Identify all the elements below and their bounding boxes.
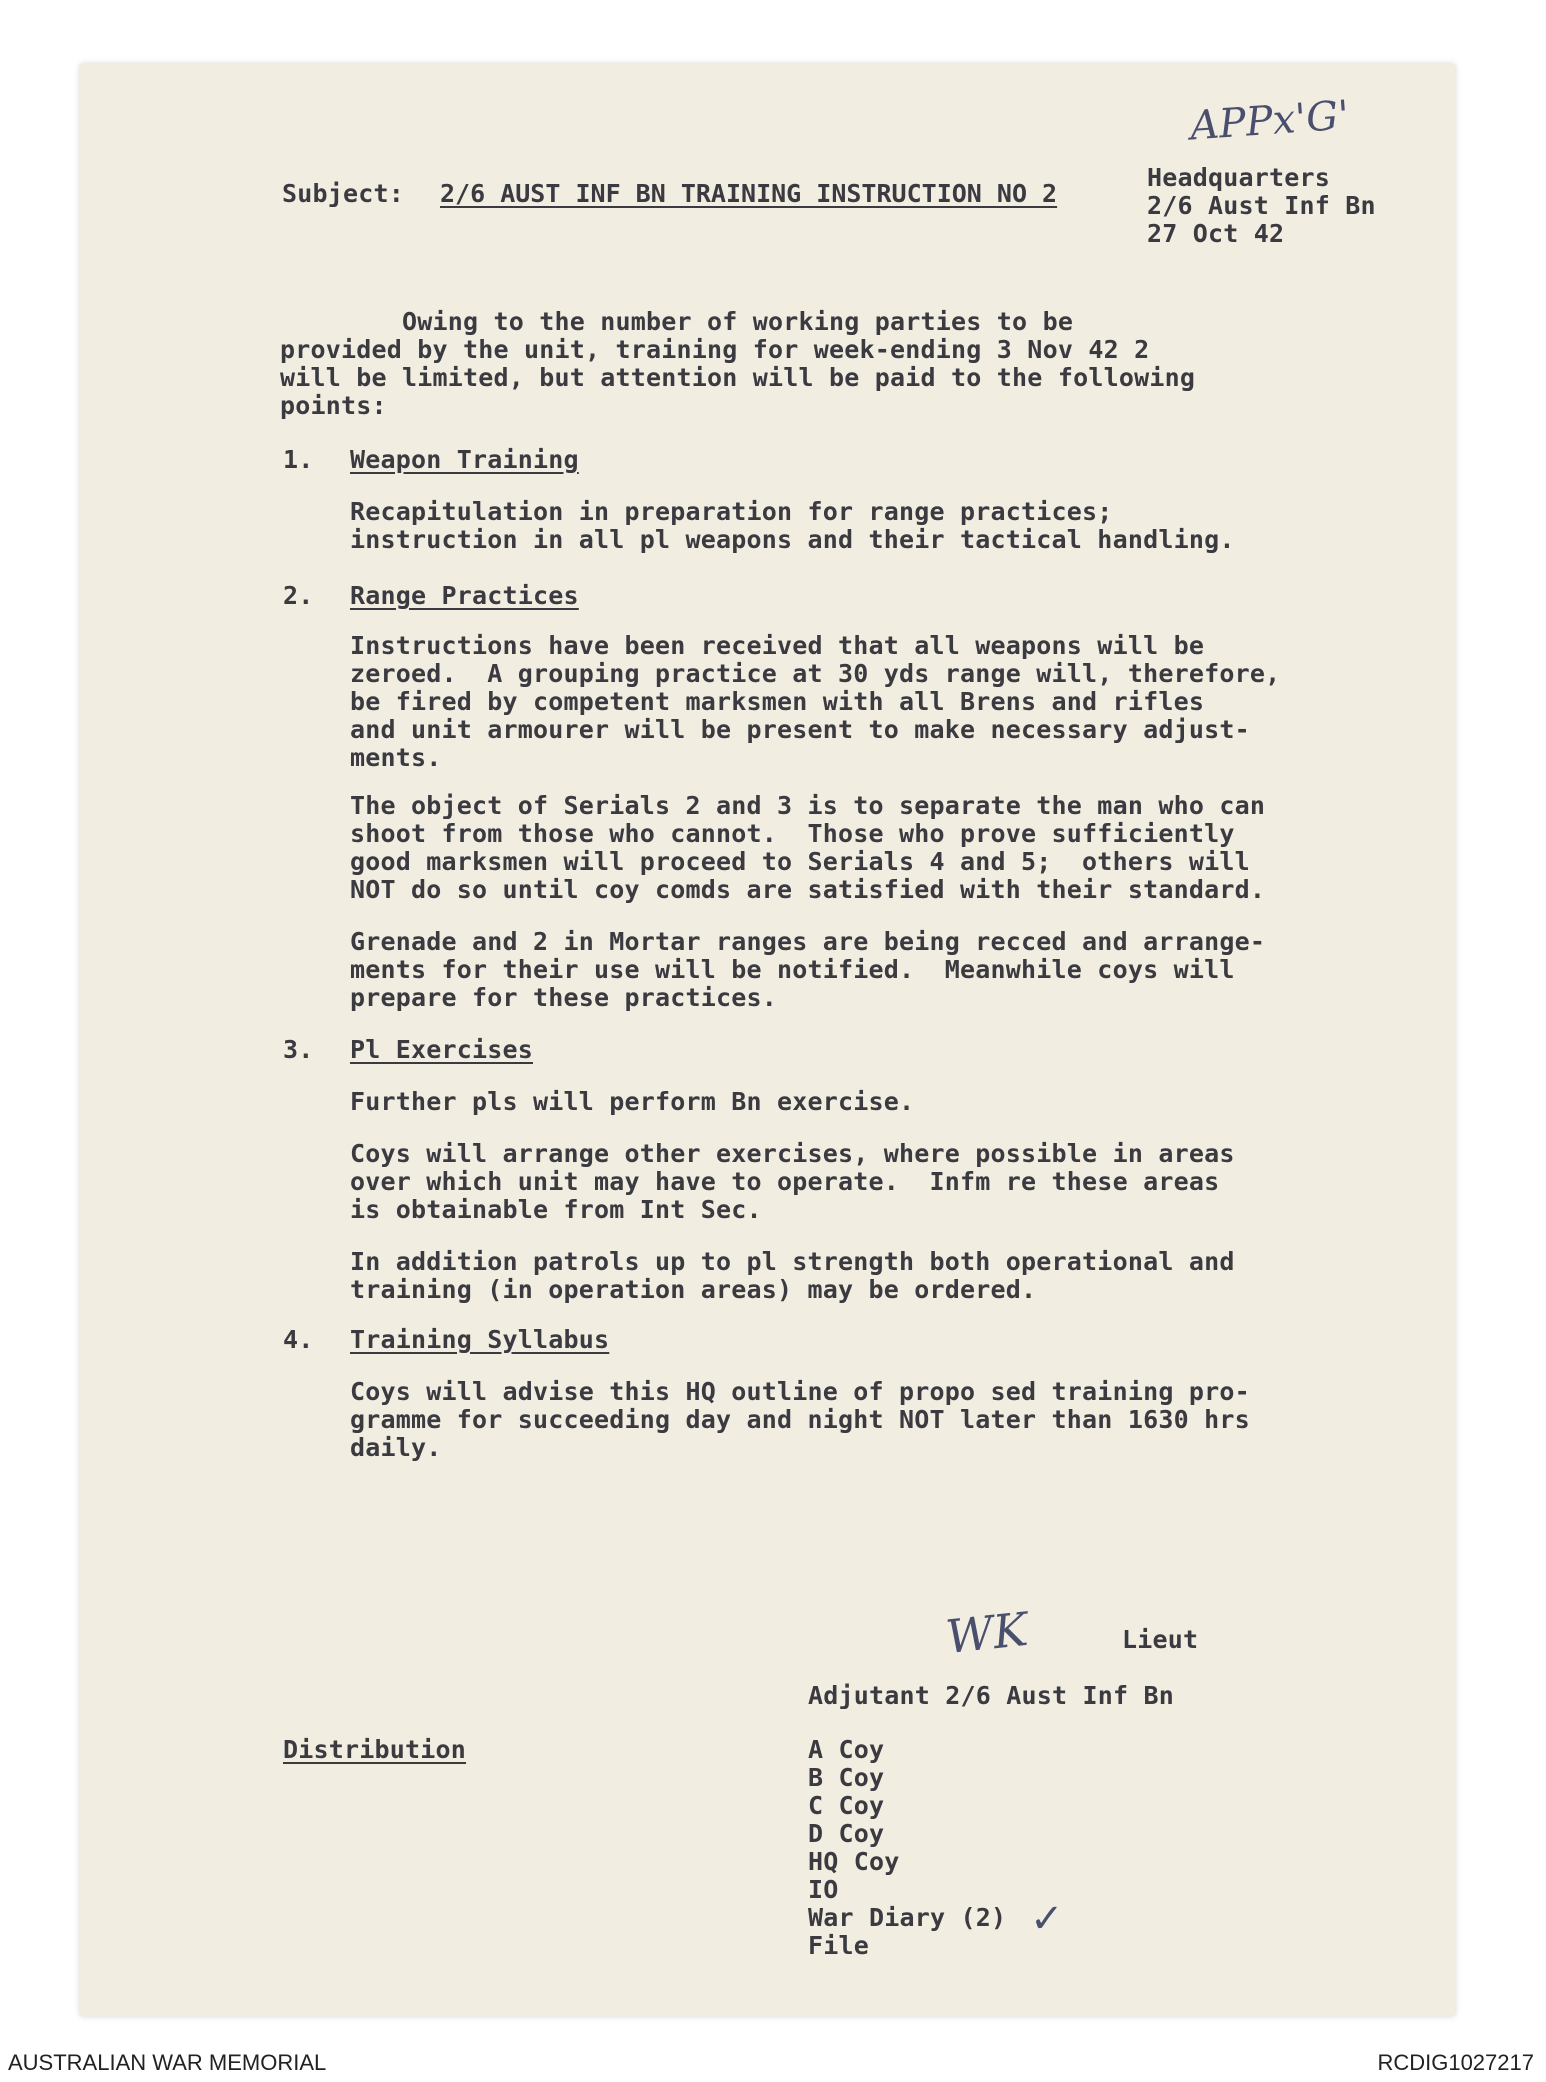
footer-right: RCDIG1027217 [1377, 2050, 1534, 2075]
hq-line-3: 27 Oct 42 [1147, 219, 1285, 248]
section-3-title: Pl Exercises [350, 1035, 534, 1064]
section-4-line-3: daily. [350, 1433, 442, 1462]
distribution-item: C Coy [808, 1791, 885, 1820]
section-2-p1-line-1: Instructions have been received that all weapons will be [350, 631, 1205, 660]
distribution-item: B Coy [808, 1763, 885, 1792]
section-2-p3-line-3: prepare for these practices. [350, 983, 778, 1012]
section-3-p3-line-1: In addition patrols up to pl strength both operational and [350, 1247, 1235, 1276]
distribution-label: Distribution [283, 1735, 467, 1764]
hq-line-2: 2/6 Aust Inf Bn [1147, 191, 1376, 220]
intro-line-4: points: [280, 391, 387, 420]
section-3-p2-line-3: is obtainable from Int Sec. [350, 1195, 762, 1224]
section-4-line-2: gramme for succeeding day and night NOT later than 1630 hrs [350, 1405, 1250, 1434]
section-2-number: 2. [283, 581, 314, 610]
intro-line-1: Owing to the number of working parties to be [280, 307, 1074, 336]
intro-line-3: will be limited, but attention will be paid to the following [280, 363, 1196, 392]
section-1-line-2: instruction in all pl weapons and their tactical handling. [350, 525, 1235, 554]
section-3-p1-line-1: Further pls will perform Bn exercise. [350, 1087, 915, 1116]
section-2-p2-line-3: good marksmen will proceed to Serials 4 and 5; others will [350, 847, 1250, 876]
section-3-p2-line-1: Coys will arrange other exercises, where possible in areas [350, 1139, 1235, 1168]
distribution-item: War Diary (2) [808, 1903, 1007, 1932]
signature-rank: Lieut [1122, 1625, 1199, 1654]
hq-line-1: Headquarters [1147, 163, 1331, 192]
section-2-p2-line-1: The object of Serials 2 and 3 is to separate the man who can [350, 791, 1266, 820]
section-2-p2-line-4: NOT do so until coy comds are satisfied with their standard. [350, 875, 1266, 904]
section-2-p1-line-5: ments. [350, 743, 442, 772]
section-2-p2-line-2: shoot from those who cannot. Those who prove sufficiently [350, 819, 1235, 848]
signature-appointment: Adjutant 2/6 Aust Inf Bn [808, 1681, 1175, 1710]
subject-label: Subject: [282, 179, 405, 208]
footer-left: AUSTRALIAN WAR MEMORIAL [8, 2050, 327, 2075]
section-1-title: Weapon Training [350, 445, 579, 474]
section-2-p1-line-4: and unit armourer will be present to make necessary adjust- [350, 715, 1250, 744]
appendix-annotation: APPx'G' [1188, 92, 1351, 150]
section-3-p2-line-2: over which unit may have to operate. Infm re these areas [350, 1167, 1220, 1196]
distribution-item: File [808, 1931, 870, 1960]
section-4-number: 4. [283, 1325, 314, 1354]
section-3-p3-line-2: training (in operation areas) may be ordered. [350, 1275, 1037, 1304]
distribution-item: A Coy [808, 1735, 885, 1764]
check-mark-icon: ✓ [1030, 1896, 1064, 1942]
section-2-p1-line-2: zeroed. A grouping practice at 30 yds range will, therefore, [350, 659, 1281, 688]
distribution-item: HQ Coy [808, 1847, 900, 1876]
section-1-line-1: Recapitulation in preparation for range practices; [350, 497, 1113, 526]
distribution-item: IO [808, 1875, 839, 1904]
subject-title: 2/6 AUST INF BN TRAINING INSTRUCTION NO 2 [440, 179, 1058, 208]
section-2-p3-line-2: ments for their use will be notified. Meanwhile coys will [350, 955, 1235, 984]
signature-initials: WK [943, 1601, 1031, 1665]
section-4-title: Training Syllabus [350, 1325, 610, 1354]
section-3-number: 3. [283, 1035, 314, 1064]
section-2-p1-line-3: be fired by competent marksmen with all Brens and rifles [350, 687, 1205, 716]
section-1-number: 1. [283, 445, 314, 474]
section-2-p3-line-1: Grenade and 2 in Mortar ranges are being recced and arrange- [350, 927, 1266, 956]
intro-line-2: provided by the unit, training for week-ending 3 Nov 42 2 [280, 335, 1150, 364]
section-2-title: Range Practices [350, 581, 579, 610]
section-4-line-1: Coys will advise this HQ outline of propo sed training pro- [350, 1377, 1250, 1406]
distribution-item: D Coy [808, 1819, 885, 1848]
